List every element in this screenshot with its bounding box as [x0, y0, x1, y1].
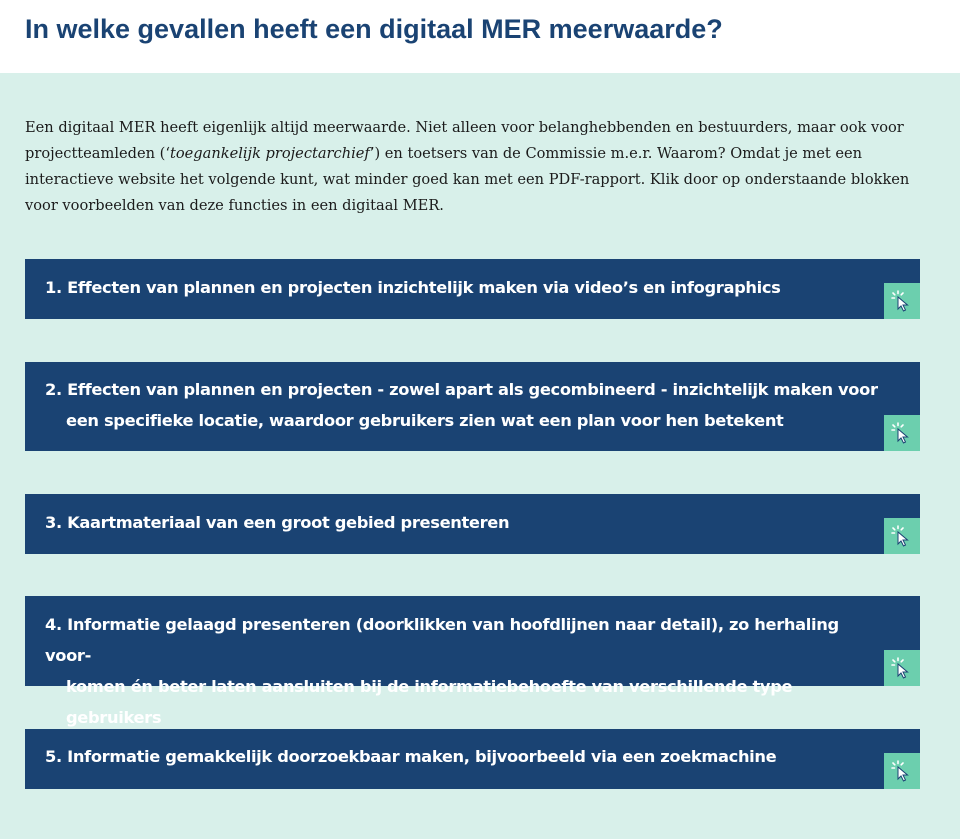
- feature-block-2-click-badge[interactable]: [884, 415, 920, 451]
- click-cursor-icon: [890, 656, 914, 680]
- feature-block-3-text: [45, 507, 880, 538]
- feature-block-1-text: [45, 272, 880, 303]
- feature-block-1-line1: 1. Effecten van plannen en projecten inzichtelijk maken via video’s en infographics: [45, 278, 781, 297]
- feature-block-4-line2: komen én beter laten aansluiten bij de informatiebehoefte van verschillende type gebruikers: [66, 677, 793, 727]
- page-title: In welke gevallen heeft een digitaal MER meerwaarde?: [25, 14, 723, 44]
- feature-block-4-line1: 4. Informatie gelaagd presenteren (doorklikken van hoofdlijnen naar detail), zo herhaling voor-: [45, 615, 839, 665]
- feature-block-2[interactable]: [25, 362, 920, 451]
- feature-block-2-line1: 2. Effecten van plannen en projecten - zowel apart als gecombineerd - inzichtelijk maken voor: [45, 380, 878, 399]
- feature-block-5-line1: 5. Informatie gemakkelijk doorzoekbaar maken, bijvoorbeeld via een zoekmachine: [45, 747, 777, 766]
- intro-text-part2: ’) en toetsers van de Commissie m.e.r. Waarom? Omdat je met een interactieve website het volgende kunt, wat minder goed kan met een PDF-rapport. Klik door op onderstaande blokken voor voorbeelden van deze functies in een digitaal MER.: [25, 145, 910, 214]
- click-cursor-icon: [890, 421, 914, 445]
- intro-text-part1: Een digitaal MER heeft eigenlijk altijd meerwaarde. Niet alleen voor belanghebbenden en bestuurders, maar ook voor projectteamleden (‘: [25, 119, 904, 162]
- feature-block-5[interactable]: [25, 729, 920, 789]
- feature-block-5-click-badge[interactable]: [884, 753, 920, 789]
- click-cursor-icon: [890, 524, 914, 548]
- feature-block-3[interactable]: [25, 494, 920, 554]
- feature-block-4-text: [45, 609, 880, 733]
- feature-block-4[interactable]: [25, 596, 920, 727]
- click-cursor-icon: [890, 759, 914, 783]
- feature-block-2-line2: een specifieke locatie, waardoor gebruikers zien wat een plan voor hen betekent: [66, 411, 784, 430]
- feature-block-5-text: [45, 741, 880, 772]
- feature-block-4-click-badge[interactable]: [884, 650, 920, 686]
- feature-block-1-click-badge[interactable]: [884, 283, 920, 319]
- feature-block-3-line1: 3. Kaartmateriaal van een groot gebied presenteren: [45, 513, 510, 532]
- feature-block-2-text: [45, 374, 880, 436]
- feature-block-1[interactable]: [25, 259, 920, 319]
- intro-paragraph: [25, 115, 925, 219]
- feature-block-3-click-badge[interactable]: [884, 518, 920, 554]
- intro-emphasis: toegankelijk projectarchief: [170, 145, 370, 162]
- click-cursor-icon: [890, 289, 914, 313]
- page-header: [0, 0, 960, 73]
